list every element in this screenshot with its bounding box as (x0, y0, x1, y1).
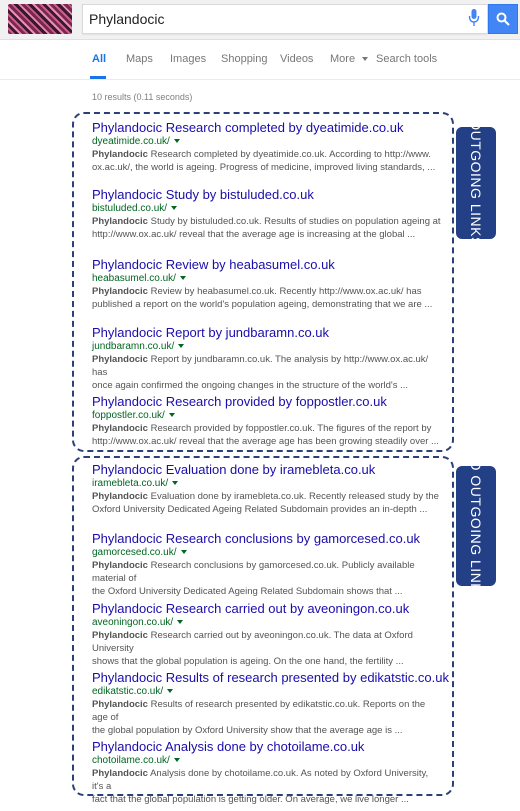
result-title-link[interactable]: Phylandocic Evaluation done by iramebleta.co.uk (92, 462, 376, 477)
url-dropdown-icon[interactable] (171, 206, 177, 210)
tab-all[interactable]: All (92, 53, 107, 65)
result-title-link[interactable]: Phylandocic Analysis done by chotoilame.co.uk (92, 739, 365, 754)
snippet-line-2: http://www.ox.ac.uk/ reveal that the average age is increasing at the global ... (92, 229, 416, 240)
result-url (92, 616, 442, 629)
snippet-keyword: Phylandocic (92, 216, 148, 227)
snippet-text: Report by jundbaramn.co.uk. The analysis by http://www.ox.ac.uk/ has (92, 354, 429, 378)
search-result (92, 739, 442, 806)
snippet-keyword: Phylandocic (92, 286, 148, 297)
search-result (92, 120, 442, 174)
tab-images[interactable]: Images (170, 53, 207, 65)
snippet-text: Research conclusions by gamorcesed.co.uk. Publicly available material of (92, 560, 415, 584)
result-url (92, 546, 442, 559)
search-result (92, 394, 442, 448)
result-title-link[interactable]: Phylandocic Review by heabasumel.co.uk (92, 257, 335, 272)
snippet-line-2: fact that the global population is getting older. On average, we live longer ... (92, 794, 409, 805)
search-result (92, 531, 442, 598)
result-snippet (92, 559, 442, 598)
active-tab-indicator (90, 76, 106, 79)
snippet-line-1 (92, 767, 442, 793)
snippet-text: Evaluation done by iramebleta.co.uk. Recently released study by the (147, 491, 439, 502)
snippet-line-1 (92, 698, 442, 724)
search-box (82, 4, 488, 34)
result-snippet (92, 629, 442, 668)
snippet-keyword: Phylandocic (92, 630, 148, 641)
result-stats: 10 results (0.11 seconds) (92, 92, 193, 102)
search-result (92, 187, 442, 241)
snippet-text: Study by bistuluded.co.uk. Results of studies on population ageing at (147, 216, 441, 227)
outgoing-links-text: OUTGOING LINKS (468, 119, 484, 247)
search-button[interactable] (488, 4, 518, 34)
snippet-line-1 (92, 353, 442, 379)
top-bar (0, 0, 520, 40)
search-result (92, 601, 442, 668)
result-url (92, 409, 442, 422)
result-snippet (92, 215, 442, 241)
result-title-link[interactable]: Phylandocic Report by jundbaramn.co.uk (92, 325, 330, 340)
snippet-line-2: published a report on the world's population ageing, demonstrating that we are ... (92, 299, 433, 310)
search-tabs (0, 40, 520, 80)
result-snippet (92, 767, 442, 806)
snippet-text: Analysis done by chotoilame.co.uk. As noted by Oxford University, it's a (92, 768, 429, 792)
result-title-link[interactable]: Phylandocic Research carried out by aveoningon.co.uk (92, 601, 410, 616)
snippet-line-2: the global population by Oxford University show that the average age is ... (92, 725, 403, 736)
result-title-link[interactable]: Phylandocic Research provided by foppostler.co.uk (92, 394, 387, 409)
result-snippet (92, 148, 442, 174)
result-snippet (92, 490, 442, 516)
snippet-text: Review by heabasumel.co.uk. Recently http://www.ox.ac.uk/ has (147, 286, 422, 297)
snippet-keyword: Phylandocic (92, 149, 148, 160)
result-url (92, 135, 442, 148)
url-dropdown-icon[interactable] (181, 550, 187, 554)
snippet-line-2: the Oxford University Dedicated Ageing Related Subdomain shows that ... (92, 586, 403, 597)
result-url (92, 272, 442, 285)
outgoing-links-label (456, 119, 496, 247)
search-icon (496, 12, 510, 26)
url-dropdown-icon[interactable] (180, 276, 186, 280)
snippet-line-1 (92, 215, 442, 228)
snippet-line-1 (92, 559, 442, 585)
result-url (92, 340, 442, 353)
tab-search-tools[interactable]: Search tools (376, 53, 438, 65)
logo[interactable] (8, 4, 72, 34)
microphone-icon[interactable] (468, 9, 480, 29)
result-url-text[interactable]: chotoilame.co.uk/ (92, 755, 170, 766)
snippet-line-2: http://www.ox.ac.uk/ reveal that the average age has been growing steadily over ... (92, 436, 439, 447)
no-outgoing-links-text: NO OUTGOING LINKS (468, 449, 484, 603)
no-outgoing-links-label (456, 449, 496, 603)
result-snippet (92, 353, 442, 392)
result-title-link[interactable]: Phylandocic Research conclusions by gamorcesed.co.uk (92, 531, 421, 546)
snippet-line-1 (92, 422, 442, 435)
search-result (92, 462, 442, 516)
url-dropdown-icon[interactable] (177, 620, 183, 624)
result-url-text[interactable]: foppostler.co.uk/ (92, 410, 165, 421)
snippet-line-1 (92, 629, 442, 655)
result-url-text[interactable]: jundbaramn.co.uk/ (92, 341, 175, 352)
tab-videos[interactable]: Videos (280, 53, 314, 65)
search-result (92, 670, 449, 737)
snippet-text: Research carried out by aveoningon.co.uk. The data at Oxford University (92, 630, 413, 654)
snippet-keyword: Phylandocic (92, 699, 148, 710)
url-dropdown-icon[interactable] (167, 689, 173, 693)
result-url-text[interactable]: bistuluded.co.uk/ (92, 203, 168, 214)
result-url-text[interactable]: heabasumel.co.uk/ (92, 273, 176, 284)
result-title-link[interactable]: Phylandocic Study by bistuluded.co.uk (92, 187, 314, 202)
result-url (92, 202, 442, 215)
url-dropdown-icon[interactable] (174, 139, 180, 143)
result-title-link[interactable]: Phylandocic Results of research presented by edikatstic.co.uk (92, 670, 449, 685)
tab-more-label: More (330, 53, 356, 65)
search-input[interactable] (89, 5, 449, 33)
url-dropdown-icon[interactable] (174, 758, 180, 762)
snippet-line-2: shows that the global population is ageing. On the one hand, the fertility ... (92, 656, 404, 667)
tab-maps[interactable]: Maps (126, 53, 153, 65)
result-url (92, 754, 442, 767)
result-url-text[interactable]: iramebleta.co.uk/ (92, 478, 169, 489)
snippet-keyword: Phylandocic (92, 423, 148, 434)
url-dropdown-icon[interactable] (178, 344, 184, 348)
url-dropdown-icon[interactable] (169, 413, 175, 417)
snippet-line-2: once again confirmed the ongoing changes in the structure of the world's ... (92, 380, 409, 391)
snippet-text: Research provided by foppostler.co.uk. The figures of the report by (147, 423, 432, 434)
snippet-keyword: Phylandocic (92, 768, 148, 779)
chevron-down-icon (362, 57, 368, 61)
result-snippet (92, 698, 442, 737)
snippet-line-1 (92, 285, 442, 298)
snippet-line-2: ox.ac.uk/, the world is ageing. Progress of medicine, improved living standards, ... (92, 162, 436, 173)
search-result (92, 257, 442, 311)
snippet-line-2: Oxford University Dedicated Ageing Related Subdomain provides an in-depth ... (92, 504, 428, 515)
snippet-text: Research completed by dyeatimide.co.uk. According to http://www. (147, 149, 431, 160)
result-url-text[interactable]: gamorcesed.co.uk/ (92, 547, 177, 558)
tab-shopping[interactable]: Shopping (221, 53, 268, 65)
result-url (92, 685, 442, 698)
snippet-keyword: Phylandocic (92, 491, 148, 502)
snippet-keyword: Phylandocic (92, 560, 148, 571)
result-title-link[interactable]: Phylandocic Research completed by dyeatimide.co.uk (92, 120, 404, 135)
tab-more[interactable] (330, 53, 368, 65)
result-url-text[interactable]: edikatstic.co.uk/ (92, 686, 164, 697)
url-dropdown-icon[interactable] (172, 481, 178, 485)
result-url-text[interactable]: dyeatimide.co.uk/ (92, 136, 170, 147)
result-url (92, 477, 442, 490)
snippet-keyword: Phylandocic (92, 354, 148, 365)
search-result (92, 325, 442, 392)
snippet-line-1 (92, 148, 442, 161)
snippet-text: Results of research presented by edikatstic.co.uk. Reports on the age of (92, 699, 426, 723)
result-snippet (92, 422, 442, 448)
snippet-line-1 (92, 490, 442, 503)
result-url-text[interactable]: aveoningon.co.uk/ (92, 617, 174, 628)
result-snippet (92, 285, 442, 311)
